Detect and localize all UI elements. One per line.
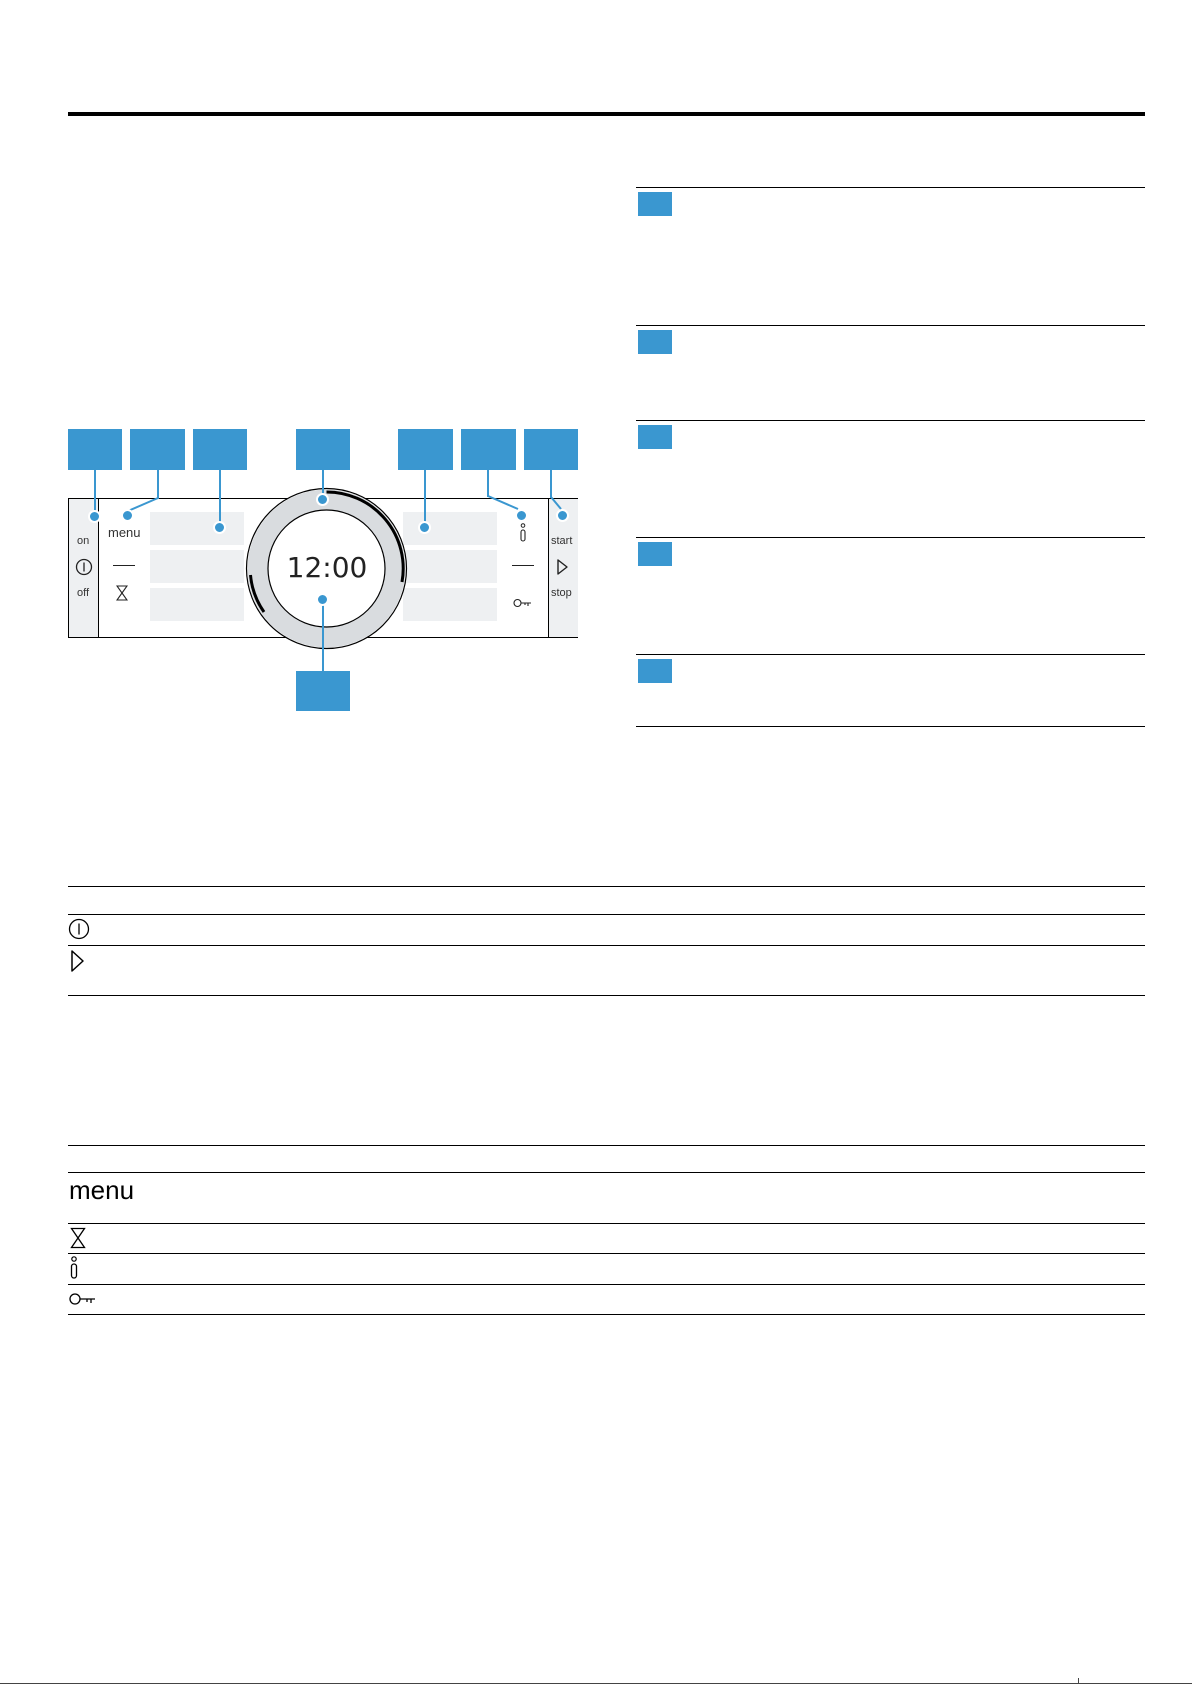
- callout-5: [398, 429, 453, 470]
- buttons-rule-0: [68, 886, 1145, 887]
- leader-6-v: [487, 470, 489, 497]
- leader-dot-8: [316, 593, 329, 606]
- leader-dot-3: [213, 521, 226, 534]
- callout-7: [524, 429, 578, 470]
- symbols-rule-2: [68, 1223, 1145, 1224]
- symbols-rule-3: [68, 1253, 1145, 1254]
- start-label: start: [551, 535, 573, 547]
- start-triangle-icon[interactable]: [556, 558, 570, 576]
- page-bottom-rule: [0, 1683, 1192, 1684]
- legend-rule-0: [636, 187, 1145, 188]
- callout-6: [461, 429, 516, 470]
- page-top-rule: [68, 112, 1145, 116]
- legend-rule-3: [636, 537, 1145, 538]
- legend-rule-5: [636, 726, 1145, 727]
- power-icon[interactable]: [75, 558, 93, 576]
- leader-7-v: [550, 470, 552, 498]
- field-left-3[interactable]: [150, 588, 244, 621]
- hourglass-icon: [70, 1227, 86, 1254]
- dash-left: [113, 565, 135, 566]
- dash-right: [512, 565, 534, 566]
- legend-badge-3: [638, 425, 672, 449]
- legend-rule-2: [636, 420, 1145, 421]
- legend-badge-5: [638, 659, 672, 683]
- leader-dot-4: [316, 493, 329, 506]
- leader-8: [322, 598, 324, 671]
- on-label: on: [77, 535, 90, 547]
- symbols-rule-1: [68, 1172, 1145, 1173]
- clock-display: 12:00: [286, 551, 368, 584]
- symbols-rule-4: [68, 1284, 1145, 1285]
- symbols-rule-0: [68, 1145, 1145, 1146]
- field-right-2[interactable]: [403, 550, 497, 583]
- menu-symbol-text: menu: [69, 1175, 135, 1205]
- leader-3: [219, 470, 221, 527]
- callout-4: [296, 429, 350, 470]
- field-left-2[interactable]: [150, 550, 244, 583]
- callout-1: [68, 429, 122, 470]
- menu-button[interactable]: menu: [108, 525, 141, 540]
- key-icon: [69, 1292, 97, 1311]
- callout-2: [130, 429, 185, 470]
- leader-dot-7: [556, 509, 569, 522]
- buttons-rule-1: [68, 914, 1145, 915]
- field-right-3[interactable]: [403, 588, 497, 621]
- leader-dot-1: [88, 510, 101, 523]
- leader-dot-5: [418, 521, 431, 534]
- start-triangle-icon: [70, 949, 86, 978]
- info-icon[interactable]: [519, 523, 527, 543]
- legend-rule-4: [636, 654, 1145, 655]
- symbols-rule-5: [68, 1314, 1145, 1315]
- leader-5: [424, 470, 426, 527]
- legend-rule-1: [636, 325, 1145, 326]
- power-icon: [68, 918, 90, 945]
- stop-label: stop: [551, 587, 572, 599]
- buttons-rule-2: [68, 945, 1145, 946]
- legend-badge-2: [638, 330, 672, 354]
- leader-2-v: [157, 470, 159, 499]
- hourglass-icon[interactable]: [116, 585, 128, 601]
- key-icon[interactable]: [513, 595, 533, 605]
- legend-badge-4: [638, 542, 672, 566]
- off-label: off: [77, 587, 90, 599]
- field-left-1[interactable]: [150, 512, 244, 545]
- legend-badge-1: [638, 192, 672, 216]
- page-bottom-tick: [1078, 1678, 1079, 1684]
- leader-dot-2: [121, 509, 134, 522]
- callout-8: [296, 671, 350, 711]
- info-icon: [69, 1256, 79, 1285]
- callout-3: [193, 429, 247, 470]
- leader-dot-6: [515, 509, 528, 522]
- buttons-rule-3: [68, 995, 1145, 996]
